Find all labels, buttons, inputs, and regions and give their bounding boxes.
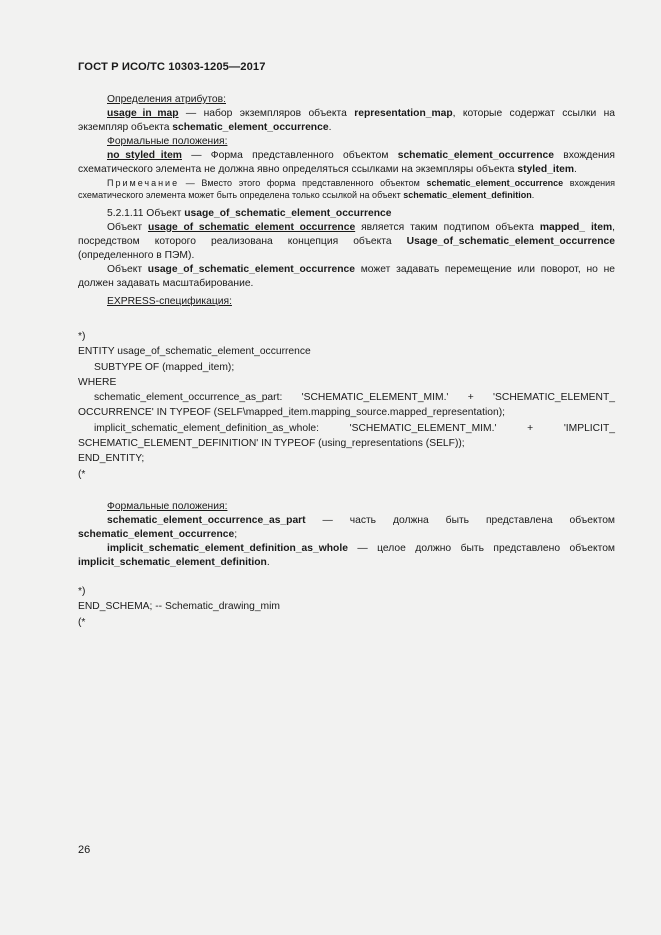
code-line: WHERE: [78, 376, 117, 388]
code-line: implicit_schematic_element_definition_as_whole: 'SCHEMATIC_ELEMENT_MIM.' + 'IMPLICIT_: [94, 422, 615, 434]
code-line: ENTITY usage_of_schematic_element_occurrence: [78, 346, 311, 358]
code-line: *): [78, 331, 86, 342]
rule-definition-as-whole: implicit_schematic_element_definition_as_whole — целое должно быть представлено объектом implicit_schematic_element_definition.: [78, 542, 615, 568]
formal-propositions-heading-2: Формальные положения:: [107, 500, 228, 512]
code-line: END_SCHEMA; -- Schematic_drawing_mim: [78, 601, 280, 613]
section-paragraph-2: Объект usage_of_schematic_element_occurrence может задавать перемещение или поворот, но не должен задавать масштабирование.: [78, 264, 616, 289]
section-heading: 5.2.1.11 Объект usage_of_schematic_element_occurrence: [107, 208, 392, 219]
code-line: (*: [78, 616, 86, 628]
express-code-block: [78, 329, 615, 482]
document-header: ГОСТ Р ИСО/ТС 10303-1205—2017: [78, 61, 266, 73]
rule-no-styled-item: no_styled_item — Форма представленного объектом schematic_element_occurrence вхождения схематического элемента не должна явно определяться ссылками на экземпляры объекта styled_item.: [78, 150, 615, 175]
end-schema-block: [78, 584, 615, 630]
attributes-heading: Определения атрибутов:: [107, 94, 226, 105]
page-content: [78, 93, 615, 630]
code-line: SUBTYPE OF (mapped_item);: [94, 361, 235, 373]
code-line: *): [78, 585, 86, 597]
code-line: SCHEMATIC_ELEMENT_DEFINITION' IN TYPEOF (using_representations (SELF));: [78, 438, 465, 450]
code-line: (*: [78, 468, 86, 480]
note: Примечание — Вместо этого форма представленного объектом schematic_element_occurrence вхождения схематического элемента может быть определена только ссылкой на объект schematic_element_definition.: [78, 178, 616, 200]
section-paragraph-1: Объект usage_of_schematic_element_occurrence является таким подтипом объекта mapped_ item, посредством которого реализована концепция объекта Usage_of_schematic_element_occurrence (определенного в ПЭМ).: [78, 222, 615, 261]
formal-propositions-heading: Формальные положения:: [107, 136, 228, 147]
code-line: END_ENTITY;: [78, 453, 145, 465]
code-line: schematic_element_occurrence_as_part: 'SCHEMATIC_ELEMENT_MIM.' + 'SCHEMATIC_ELEMENT_: [94, 392, 615, 404]
rule-element-occurrence-as-part: schematic_element_occurrence_as_part — часть должна быть представлена объектом schematic_element_occurrence;: [78, 514, 615, 540]
attribute-usage-in-map: usage_in_map — набор экземпляров объекта representation_map, которые содержат ссылки на экземпляр объекта schematic_element_occurrence.: [78, 108, 615, 133]
code-line: OCCURRENCE' IN TYPEOF (SELF\mapped_item.mapping_source.mapped_representation);: [78, 407, 505, 419]
page-number: 26: [78, 844, 91, 856]
express-spec-heading: EXPRESS-спецификация:: [107, 296, 232, 307]
